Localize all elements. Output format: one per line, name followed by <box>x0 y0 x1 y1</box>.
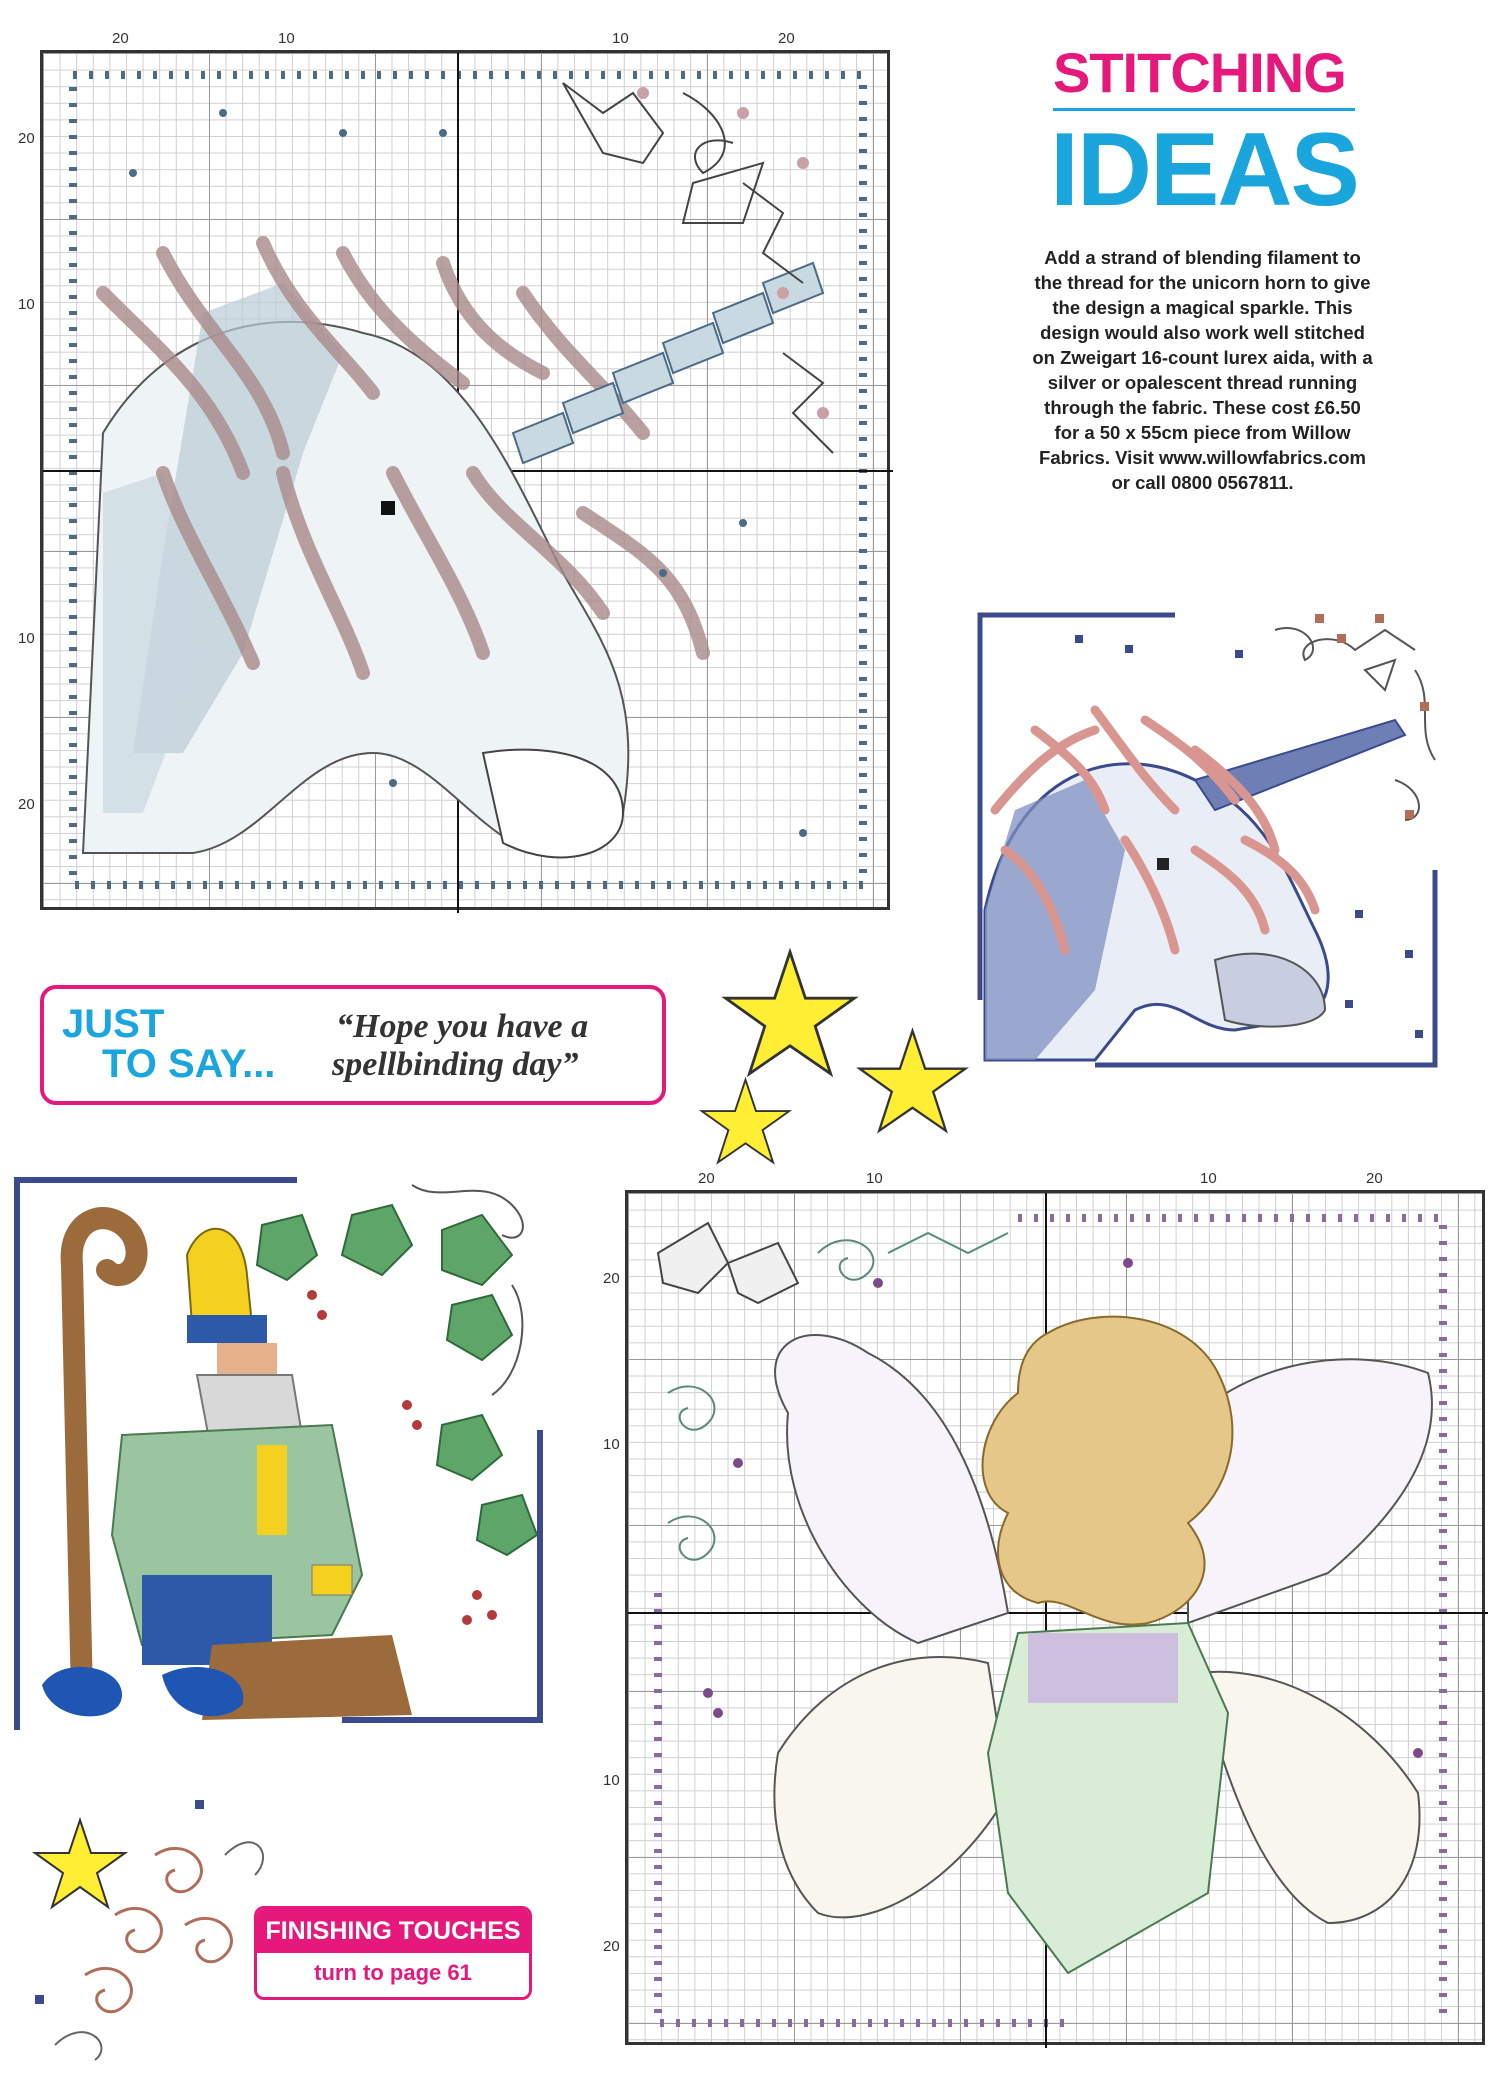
wizard-illustration <box>12 1175 557 1730</box>
unicorn-preview-art <box>975 610 1445 1070</box>
fairy-top-tick-1: 20 <box>698 1170 715 1187</box>
finishing-touches-link[interactable]: turn to page 61 <box>314 1960 472 1985</box>
unicorn-left-tick-3: 10 <box>18 630 35 647</box>
quote-line1: “Hope you have a <box>336 1008 589 1045</box>
quote-line2: spellbinding day” <box>332 1046 579 1083</box>
unicorn-preview <box>975 610 1445 1070</box>
fairy-top-tick-2: 10 <box>866 1170 883 1187</box>
star-icon <box>698 1075 793 1170</box>
unicorn-left-tick-1: 20 <box>18 130 35 147</box>
star-icon <box>855 1025 970 1140</box>
fairy-chart-artwork <box>628 1193 1488 2048</box>
fairy-left-tick-1: 20 <box>603 1270 620 1287</box>
fairy-left-tick-4: 20 <box>603 1938 620 1955</box>
unicorn-top-tick-3: 10 <box>612 30 629 47</box>
unicorn-chart <box>40 50 890 910</box>
unicorn-top-tick-2: 10 <box>278 30 295 47</box>
unicorn-chart-artwork <box>43 53 893 913</box>
just-to-say-line1: JUST <box>62 1002 165 1046</box>
unicorn-top-tick-4: 20 <box>778 30 795 47</box>
just-to-say-box <box>40 985 666 1105</box>
unicorn-left-tick-2: 10 <box>18 296 35 313</box>
fairy-chart <box>625 1190 1485 2045</box>
heading-stitching: STITCHING <box>1053 41 1346 104</box>
heading-ideas: IDEAS <box>1050 112 1358 228</box>
fairy-top-tick-4: 20 <box>1366 1170 1383 1187</box>
just-to-say-line2: TO SAY... <box>102 1042 276 1086</box>
swirl-decoration <box>25 1795 285 2065</box>
intro-text: Add a strand of blending filament to the thread for the unicorn horn to give the design a magical sparkle. This design would also work well stitched on Zweigart 16-count lurex aida, with a silver or opalescent thread running through the fabric. These cost £6.50 for a 50 x 55cm piece from Willow Fabrics. Visit www.willowfabrics.com or call 0800 0567811. <box>1032 247 1373 493</box>
heading-rule <box>1053 108 1355 111</box>
star-icon <box>720 945 860 1085</box>
unicorn-left-tick-4: 20 <box>18 796 35 813</box>
unicorn-top-tick-1: 20 <box>112 30 129 47</box>
swirl-art <box>25 1795 285 2065</box>
finishing-touches-title: FINISHING TOUCHES <box>257 1909 529 1953</box>
wizard-art <box>12 1175 557 1730</box>
finishing-touches-badge[interactable] <box>254 1906 532 2000</box>
fairy-left-tick-2: 10 <box>603 1436 620 1453</box>
fairy-left-tick-3: 10 <box>603 1772 620 1789</box>
fairy-top-tick-3: 10 <box>1200 1170 1217 1187</box>
